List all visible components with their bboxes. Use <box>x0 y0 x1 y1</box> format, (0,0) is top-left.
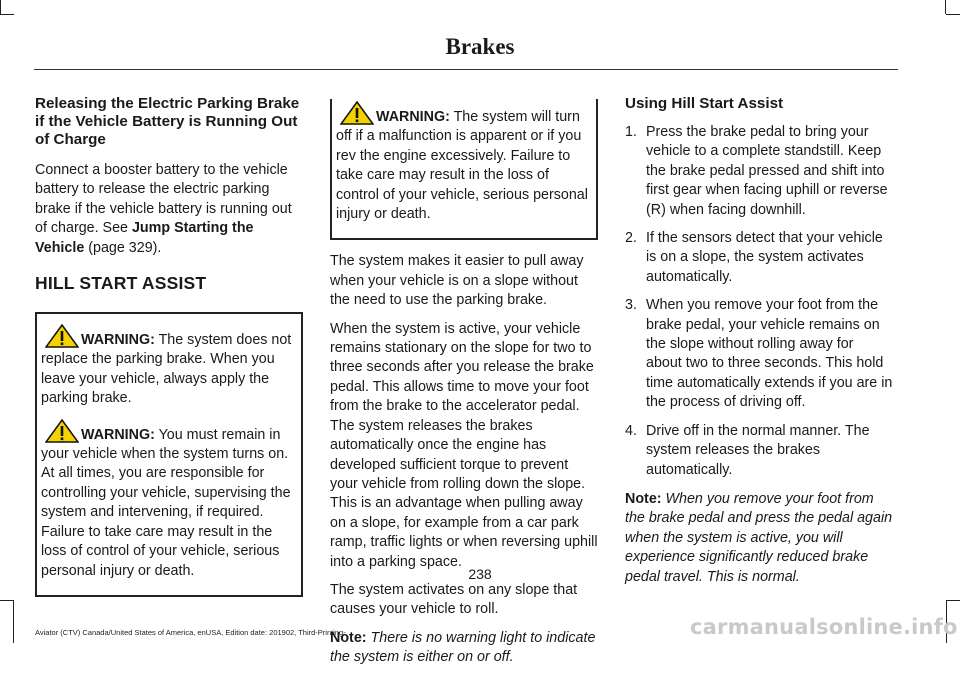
edition-footer: Aviator (CTV) Canada/United States of America, enUSA, Edition date: 201902, Third-Printing- <box>35 628 346 637</box>
step-number: 2. <box>625 230 637 247</box>
header-divider <box>34 69 898 70</box>
warning-item <box>336 101 592 224</box>
warning-label: WARNING: <box>81 332 155 349</box>
column-left <box>35 95 303 609</box>
crop-mark <box>0 0 1 14</box>
warning-text: The system does not replace the parking brake. When you leave your vehicle, always apply the parking brake. <box>41 332 292 407</box>
warning-text: The system will turn off if a malfunction is apparent or if you rev the engine excessively. Failure to take care may result in the loss of control of your vehicle, serious personal injury or death. <box>336 109 588 223</box>
crop-mark <box>946 14 960 15</box>
warning-triangle-icon <box>45 324 79 348</box>
step-text: Drive off in the normal manner. The system releases the brakes automatically. <box>646 422 870 478</box>
warning-triangle-icon <box>45 419 79 443</box>
column-middle <box>330 95 598 677</box>
note-text: There is no warning light to indicate the system is either on or off. <box>330 629 596 666</box>
warning-label: WARNING: <box>81 426 155 443</box>
warning-box <box>35 312 303 597</box>
warning-item <box>41 324 297 409</box>
warning-text: You must remain in your vehicle when the system turns on. At all times, you are responsible for controlling your vehicle, supervising the system and intervening, if required. Failure to take care may result in the loss of control of your vehicle, serious personal injury or death. <box>41 426 291 579</box>
crop-mark <box>13 600 14 643</box>
crop-mark <box>947 600 960 601</box>
step-text: Press the brake pedal to bring your vehicle to a complete standstill. Keep the brake pedal pressed and shift into first gear when facing uphill or reverse (R) when facing downhill. <box>646 124 888 218</box>
paragraph <box>35 161 303 258</box>
paragraph: When the system is active, your vehicle remains stationary on the slope for two to three seconds after you release the brake pedal. This allows time to move your foot from the brake to the accelerator pedal. The system releases the brakes automatically once the engine has developed sufficient torque to prevent your vehicle from rolling down the slope. This is an advantage when pulling away on a slope, for example from a car park ramp, traffic lights or when reversing uphill into a parking space. <box>330 320 598 570</box>
step-number: 1. <box>625 124 637 140</box>
warning-label: WARNING: <box>376 109 450 125</box>
crop-mark <box>0 600 13 601</box>
step-number: 4. <box>625 422 637 439</box>
warning-box <box>330 99 598 240</box>
section-subheading: Using Hill Start Assist <box>625 95 784 112</box>
watermark: carmanualsonline.info <box>690 615 958 639</box>
note-label: Note: <box>330 629 367 646</box>
paragraph: The system activates on any slope that causes your vehicle to roll. <box>330 581 578 618</box>
page-reference: (page 329). <box>84 239 162 256</box>
list-item <box>625 123 893 220</box>
list-item <box>625 422 893 480</box>
crop-mark <box>0 14 14 15</box>
note <box>330 629 598 668</box>
column-right <box>625 95 893 596</box>
section-heading: HILL START ASSIST <box>35 273 207 294</box>
cross-reference-link[interactable]: Jump Starting the Vehicle <box>35 220 254 256</box>
step-number: 3. <box>625 297 637 314</box>
step-text: When you remove your foot from the brake pedal, your vehicle remains on the slope without rolling away for about two to three seconds. This hold time automatically extends if you are in the process of driving off. <box>646 297 893 411</box>
list-item <box>625 296 893 412</box>
note-label: Note: <box>625 490 662 507</box>
note-text: When you remove your foot from the brake pedal and press the pedal again when the system is active, you will experience significantly reduced brake pedal travel. This is normal. <box>625 490 893 585</box>
warning-triangle-icon <box>340 101 374 125</box>
paragraph: The system makes it easier to pull away when your vehicle is on a slope without the need to use the parking brake. <box>330 253 584 309</box>
page-title: Brakes <box>445 34 515 59</box>
body-text: Connect a booster battery to the vehicle battery to release the electric parking brake if the vehicle battery is running out of charge. See <box>35 162 292 237</box>
section-subheading: Releasing the Electric Parking Brake if the Vehicle Battery is Running Out of Charge <box>35 95 300 148</box>
page-number: 238 <box>468 566 492 582</box>
list-item <box>625 229 893 287</box>
steps-list <box>625 123 893 480</box>
step-text: If the sensors detect that your vehicle is on a slope, the system activates automatically. <box>646 230 883 285</box>
warning-item <box>41 419 297 581</box>
crop-mark <box>945 0 946 14</box>
